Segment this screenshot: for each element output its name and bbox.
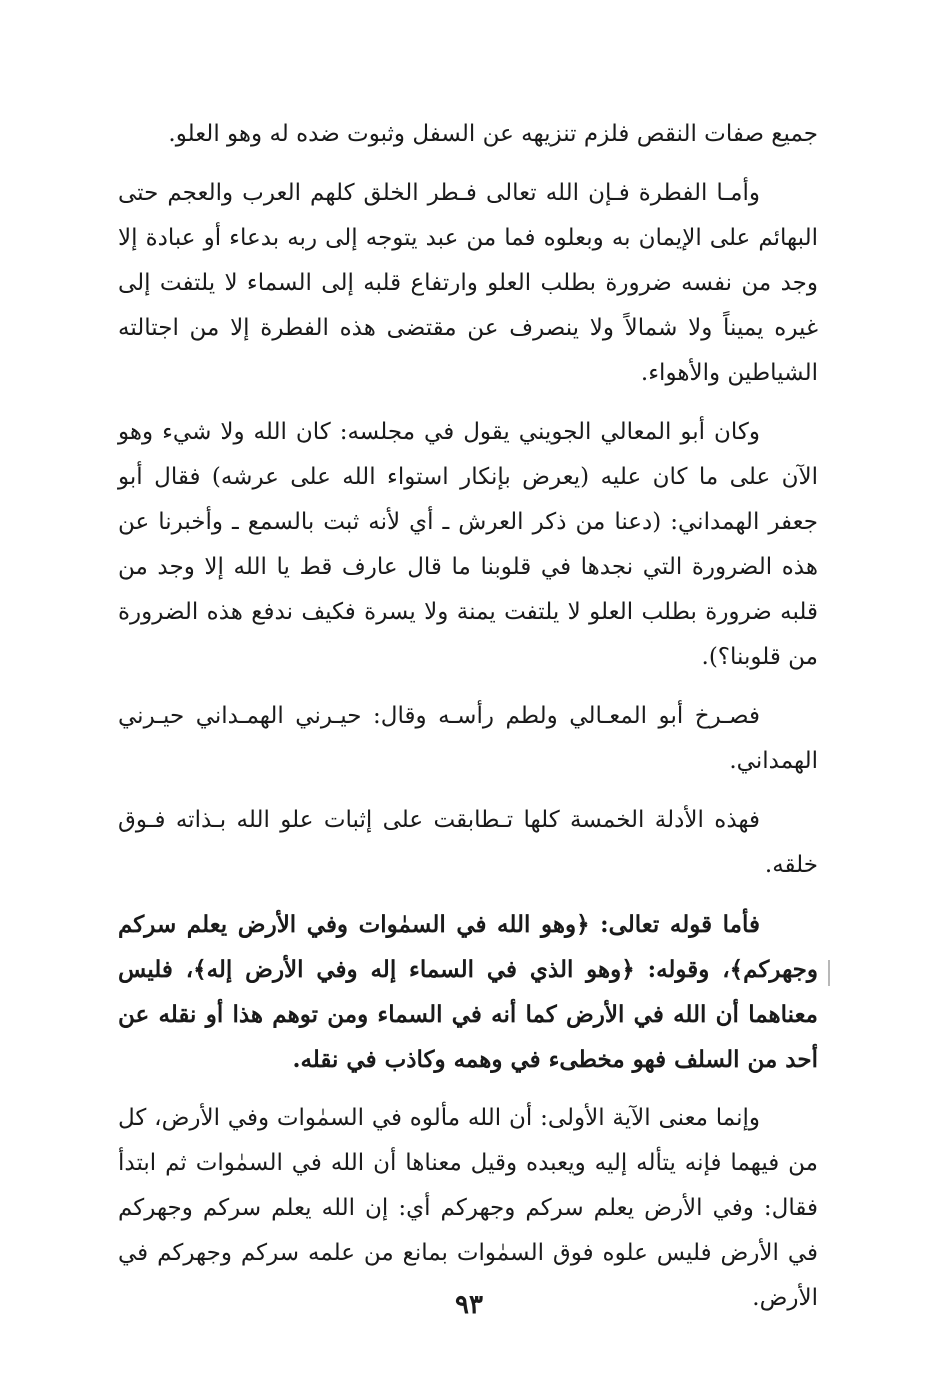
paragraph-hamadhani: فصـرخ أبو المعـالي ولطم رأسـه وقال: حيـرني الهمـداني حيـرني الهمداني.	[118, 703, 818, 774]
scan-mark	[828, 960, 830, 986]
page-number: ٩٣	[455, 1290, 483, 1320]
paragraph-verses: فأما قوله تعالى: ﴿وهو الله في السمٰوات وفي الأرض يعلم سركم وجهركم﴾، وقوله: ﴿وهو الذي في السماء إله وفي الأرض إله﴾، فليس معناهما أن الله في الأرض كما أنه في السماء ومن توهم هذا أو نقله عن أحد من السلف فهو مخطىء في وهمه وكاذب في نقله.	[118, 911, 818, 1073]
book-page	[118, 112, 818, 1352]
paragraph-juwayni: وكان أبو المعالي الجويني يقول في مجلسه: كان الله ولا شيء وهو الآن على ما كان عليه (يعرض بإنكار استواء الله على عرشه) فقال أبو جعفر الهمداني: (دعنا من ذكر العرش ـ أي لأنه ثبت بالسمع ـ وأخبرنا عن هذه الضرورة التي نجدها في قلوبنا ما قال عارف قط يا الله إلا وجد من قلبه ضرورة بطلب العلو لا يلتفت يمنة ولا يسرة فكيف ندفع هذه الضرورة من قلوبنا؟).	[118, 419, 818, 670]
paragraph-five-proofs: فهذه الأدلة الخمسة كلها تـطابقت على إثبات علو الله بـذاته فـوق خلقه.	[118, 807, 818, 878]
paragraph-continuation: جميع صفات النقص فلزم تنزيهه عن السفل وثبوت ضده له وهو العلو.	[168, 121, 818, 147]
paragraph-meaning: وإنما معنى الآية الأولى: أن الله مألوه في السمٰوات وفي الأرض، كل من فيهما فإنه يتأله إليه ويعبده وقيل معناها أن الله في السمٰوات ثم ابتدأ فقال: وفي الأرض يعلم سركم وجهركم أي: إن الله يعلم سركم وجهركم في الأرض فليس علوه فوق السمٰوات بمانع من علمه سركم وجهركم في الأرض.	[118, 1105, 818, 1311]
paragraph-fitra: وأمـا الفطرة فـإن الله تعالى فـطر الخلق كلهم العرب والعجم حتى البهائم على الإيمان به وبعلوه فما من عبد يتوجه إلى ربه بدعاء أو عبادة إلا وجد من نفسه ضرورة بطلب العلو وارتفاع قلبه إلى السماء لا يلتفت إلى غيره يميناً ولا شمالاً ولا ينصرف عن مقتضى هذه الفطرة إلا من اجتالته الشياطين والأهواء.	[118, 180, 818, 386]
